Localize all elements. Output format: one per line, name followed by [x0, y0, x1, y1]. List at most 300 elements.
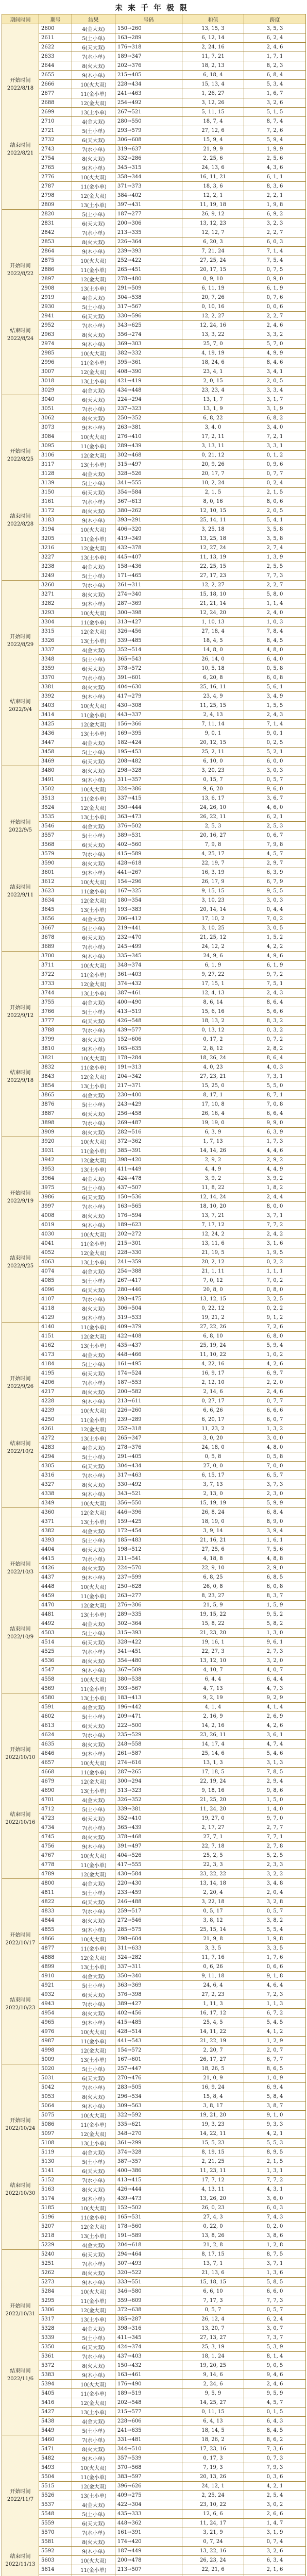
balls-cell: 315→393 [115, 1629, 182, 1638]
result-cell: 8(火大双) [72, 506, 115, 516]
sum-cell: 19, 21, 20 [182, 2111, 244, 2120]
result-cell: 8(火大双) [72, 2009, 115, 2018]
period-start-date: 2022/9/19 [7, 1198, 34, 1204]
balls-cell: 378→468 [115, 1833, 182, 1842]
span-cell: 0, 7, 5 [244, 265, 306, 275]
result-cell: 11(金小单) [72, 2565, 115, 2574]
issue-cell: 2952 [39, 321, 72, 330]
span-cell: 2, 7, 7 [244, 1823, 306, 1833]
table-row [2, 2064, 306, 2074]
span-cell: 9, 7, 2 [244, 970, 306, 979]
table-row [2, 2417, 306, 2426]
table-row [2, 627, 306, 636]
table-row [2, 942, 306, 952]
span-cell: 2, 2, 7 [244, 228, 306, 238]
issue-cell: 4140 [39, 1323, 72, 1332]
balls-cell: 352→410 [115, 1814, 182, 1823]
issue-cell: 3392 [39, 692, 72, 701]
span-cell: 6, 1, 9 [244, 961, 306, 970]
issue-cell: 4239 [39, 1406, 72, 1415]
issue-cell: 3568 [39, 840, 72, 850]
issue-cell: 5174 [39, 2194, 72, 2204]
span-cell: 4, 2, 6 [244, 1721, 306, 1731]
balls-cell: 358→344 [115, 173, 182, 182]
span-cell: 4, 7, 4 [244, 1740, 306, 1749]
span-cell: 6, 9, 7 [244, 1369, 306, 1378]
balls-cell: 322→592 [115, 2111, 182, 2120]
span-cell: 1, 8, 2 [244, 1183, 306, 1193]
sum-cell: 9, 0, 1 [182, 729, 244, 738]
issue-cell: 3480 [39, 766, 72, 775]
issue-cell: 3293 [39, 608, 72, 618]
balls-cell: 200→306 [115, 219, 182, 228]
sum-cell: 17, 18, 5 [182, 1768, 244, 1777]
sum-cell: 14, 17, 4 [182, 1740, 244, 1749]
issue-cell: 4833 [39, 1907, 72, 1916]
span-cell: 6, 0, 8 [244, 673, 306, 683]
sum-cell: 4, 19, 19 [182, 349, 244, 358]
sum-cell: 18, 4, 5 [182, 636, 244, 646]
table-row [2, 1044, 306, 1054]
period-end-label: 结束时间 [10, 699, 31, 705]
span-cell: 0, 3, 6 [244, 2472, 306, 2482]
issue-cell: 4338 [39, 1489, 72, 1499]
table-row [2, 785, 306, 794]
result-cell: 4(金大双) [72, 469, 115, 479]
table-row [2, 896, 306, 905]
result-cell: 12(金大双) [72, 98, 115, 108]
span-cell: 4, 2, 1 [244, 2482, 306, 2491]
balls-cell: 413→519 [115, 1007, 182, 1016]
table-row [2, 2055, 306, 2064]
span-cell: 7, 9, 8 [244, 840, 306, 850]
result-cell: 12(金大双) [72, 2306, 115, 2315]
balls-cell: 267→417 [115, 1276, 182, 1285]
table-row [2, 1091, 306, 1100]
span-cell: 9, 8, 6 [244, 1786, 306, 1795]
result-cell: 10(火大双) [72, 173, 115, 182]
result-cell: 9(木小单) [72, 247, 115, 256]
table-row [2, 200, 306, 210]
sum-cell: 7, 9, 8 [182, 840, 244, 850]
period-start-label: 开始时间 [10, 2117, 31, 2124]
table-row [2, 1499, 306, 1508]
result-cell: 7(水小单) [72, 1026, 115, 1035]
span-cell: 0, 2, 5 [244, 738, 306, 748]
period-spacer [3, 1576, 38, 1625]
period-spacer [3, 1761, 38, 1811]
issue-cell: 5350 [39, 2343, 72, 2352]
sum-cell: 12, 14, 24 [182, 1193, 244, 1202]
period-start-date: 2022/9/5 [9, 827, 32, 833]
result-cell: 5(土小单) [72, 479, 115, 488]
table-row [2, 330, 306, 340]
table-row [2, 581, 306, 590]
result-cell: 10(火大双) [72, 2204, 115, 2213]
result-cell: 11(金小单) [72, 1415, 115, 1425]
balls-cell: 165→635 [115, 1044, 182, 1054]
period-spacer [3, 1020, 38, 1069]
balls-cell: 154→296 [115, 877, 182, 887]
result-cell: 12(金大双) [72, 2398, 115, 2408]
issue-cell: 4206 [39, 1378, 72, 1387]
table-row [2, 479, 306, 488]
issue-cell: 3645 [39, 905, 72, 914]
table-row [2, 2426, 306, 2435]
table-row [2, 1981, 306, 1990]
table-row [2, 2537, 306, 2547]
sum-cell: 9, 6, 20 [182, 785, 244, 794]
span-cell: 5, 9, 4 [244, 1341, 306, 1350]
balls-cell: 380→538 [115, 1675, 182, 1684]
span-cell: 1, 9, 9 [244, 145, 306, 154]
issue-cell: 5416 [39, 2398, 72, 2408]
balls-cell: 402→560 [115, 840, 182, 850]
issue-cell: 3700 [39, 952, 72, 961]
balls-cell: 326→456 [115, 627, 182, 636]
issue-cell: 3788 [39, 1026, 72, 1035]
result-cell: 11(金小单) [72, 1768, 115, 1777]
issue-cell: 3150 [39, 488, 72, 497]
table-row [2, 451, 306, 460]
table-row [2, 1925, 306, 1935]
issue-cell: 2644 [39, 61, 72, 71]
balls-cell: 372→638 [115, 2306, 182, 2315]
issue-cell: 3557 [39, 831, 72, 840]
span-cell: 8, 7, 4 [244, 117, 306, 126]
table-row [2, 1749, 306, 1758]
span-cell: 4, 8, 0 [244, 1443, 306, 1452]
balls-cell: 426→548 [115, 1016, 182, 1026]
result-cell: 11(金小单) [72, 2472, 115, 2482]
table-row [2, 1258, 306, 1267]
sum-cell: 3, 21, 9 [182, 2528, 244, 2537]
issue-cell: 5405 [39, 2389, 72, 2398]
span-cell: 3, 0, 2 [244, 2500, 306, 2510]
issue-cell: 4591 [39, 1703, 72, 1712]
span-cell: 3, 3, 4 [244, 386, 306, 395]
span-cell: 2, 4, 3 [244, 989, 306, 998]
sum-cell: 13, 26, 20 [182, 2194, 244, 2204]
result-cell: 8(火大双) [72, 1656, 115, 1666]
period-spacer [3, 1205, 38, 1255]
span-cell: 3, 1, 9 [244, 2528, 306, 2537]
result-cell: 10(火大双) [72, 1230, 115, 1239]
span-cell: 6, 6, 0 [244, 2287, 306, 2296]
table-row [2, 1109, 306, 1118]
span-cell: 9, 9, 0 [244, 1118, 306, 1128]
balls-cell: 402→456 [115, 2009, 182, 2018]
issue-cell: 4008 [39, 1211, 72, 1221]
sum-cell: 18, 24, 6 [182, 358, 244, 367]
balls-cell: 280→446 [115, 1285, 182, 1295]
sum-cell: 27, 13, 27 [182, 2333, 244, 2343]
balls-cell: 341→451 [115, 1647, 182, 1656]
sum-cell: 13, 3, 22 [182, 330, 244, 340]
span-cell: 8, 3, 6 [244, 182, 306, 191]
balls-cell: 363→473 [115, 812, 182, 822]
sum-cell: 14, 22, 11 [182, 2129, 244, 2139]
span-cell: 8, 1, 4 [244, 2352, 306, 2361]
sum-cell: 0, 9, 10 [182, 275, 244, 284]
table-row [2, 1591, 306, 1601]
result-cell: 8(火大双) [72, 2445, 115, 2454]
issue-cell: 4723 [39, 1814, 72, 1823]
sum-cell: 13, 12, 10 [182, 1656, 244, 1666]
issue-cell: 4899 [39, 1962, 72, 1972]
period-spacer [3, 1391, 38, 1440]
issue-cell: 3073 [39, 423, 72, 432]
span-cell: 2, 3, 3 [244, 1860, 306, 1870]
issue-cell: 5504 [39, 2472, 72, 2482]
issue-cell: 3249 [39, 571, 72, 581]
result-cell: 7(水小单) [72, 52, 115, 61]
table-row [2, 599, 306, 608]
result-cell: 10(火大双) [72, 1935, 115, 1944]
table-row [2, 1647, 306, 1656]
span-cell: 5, 8, 0 [244, 590, 306, 599]
balls-cell: 200→478 [115, 2556, 182, 2565]
result-cell: 8(火大双) [72, 683, 115, 692]
span-cell: 1, 7, 6 [244, 1953, 306, 1962]
result-cell: 12(金大双) [72, 451, 115, 460]
period-end-label: 结束时间 [10, 1811, 31, 1818]
balls-cell: 261→587 [115, 1749, 182, 1758]
sum-cell: 18, 14, 5 [182, 2426, 244, 2435]
issue-cell: 4811 [39, 1888, 72, 1897]
table-row [2, 1731, 306, 1740]
balls-cell: 163→461 [115, 2370, 182, 2380]
result-cell: 4(金大双) [72, 914, 115, 924]
sum-cell: 15, 19, 19 [182, 1499, 244, 1508]
issue-cell: 2985 [39, 349, 72, 358]
result-cell: 6(天大双) [72, 1193, 115, 1202]
period-start-date: 2022/11/7 [7, 2496, 34, 2502]
result-cell: 4(金大双) [72, 1443, 115, 1452]
sum-cell: 6, 10, 0 [182, 757, 244, 766]
issue-cell: 4558 [39, 1675, 72, 1684]
sum-cell: 18, 26, 24 [182, 1054, 244, 1063]
sum-cell: 13, 20, 7 [182, 2324, 244, 2333]
balls-cell: 239→289 [115, 1415, 182, 1425]
issue-cell: 2765 [39, 163, 72, 173]
period-end-date: 2022/10/23 [5, 2005, 36, 2011]
table-row [2, 1016, 306, 1026]
result-cell: 7(水小单) [72, 228, 115, 238]
table-row [2, 173, 306, 182]
result-cell: 5(土小单) [72, 1452, 115, 1462]
table-row [2, 1768, 306, 1777]
sum-cell: 19, 20, 25 [182, 2361, 244, 2370]
result-cell: 4(金大双) [72, 1267, 115, 1276]
table-row [2, 1888, 306, 1897]
result-cell: 6(天大双) [72, 757, 115, 766]
span-cell: 0, 0, 6 [244, 302, 306, 312]
result-cell: 7(水小单) [72, 942, 115, 952]
span-cell: 4, 4, 9 [244, 1165, 306, 1174]
sum-cell: 2, 5, 3 [182, 822, 244, 831]
table-row [2, 1323, 306, 1332]
table-row [2, 1369, 306, 1378]
issue-cell: 4998 [39, 2046, 72, 2055]
span-cell: 1, 3, 1 [244, 2166, 306, 2176]
result-cell: 5(土小单) [72, 1805, 115, 1814]
table-row [2, 1721, 306, 1731]
table-row [2, 2454, 306, 2463]
issue-cell: 4195 [39, 1369, 72, 1378]
result-cell: 7(水小单) [72, 404, 115, 414]
span-cell: 3, 4, 1 [244, 367, 306, 377]
table-row [2, 1193, 306, 1202]
table-row [2, 2139, 306, 2148]
balls-cell: 306→504 [115, 1304, 182, 1313]
result-cell: 12(金大双) [72, 896, 115, 905]
sum-cell: 0, 21, 12 [182, 451, 244, 460]
table-row [2, 80, 306, 89]
balls-cell: 241→359 [115, 1258, 182, 1267]
table-row [2, 2324, 306, 2333]
balls-cell: 350→444 [115, 803, 182, 812]
sum-cell: 18, 13, 2 [182, 1016, 244, 1026]
issue-cell: 3007 [39, 367, 72, 377]
issue-cell: 2798 [39, 191, 72, 200]
result-cell [72, 2574, 115, 2576]
issue-cell: 3711 [39, 961, 72, 970]
issue-cell: 4965 [39, 2018, 72, 2027]
balls-cell: 354→480 [115, 1656, 182, 1666]
sum-cell: 21, 19, 5 [182, 1248, 244, 1258]
table-row [2, 1128, 306, 1137]
result-cell: 9(木小单) [72, 599, 115, 608]
table-row [2, 2092, 306, 2102]
result-cell: 12(金大双) [72, 803, 115, 812]
result-cell: 5(土小单) [72, 2064, 115, 2074]
balls-cell: 293→579 [115, 126, 182, 135]
balls-cell: 419→349 [115, 534, 182, 544]
span-cell: 3, 2, 3 [244, 219, 306, 228]
span-cell: 3, 5, 8 [244, 525, 306, 534]
issue-cell: 5383 [39, 2370, 72, 2380]
table-row [2, 2398, 306, 2408]
sum-cell: 6, 8, 10 [182, 1332, 244, 1341]
balls-cell: 178→560 [115, 2222, 182, 2231]
sum-cell: 18, 2, 13 [182, 61, 244, 71]
result-cell: 10(火大双) [72, 877, 115, 887]
sum-cell: 13, 12, 15 [182, 1295, 244, 1304]
table-row [2, 1777, 306, 1786]
issue-cell: 4514 [39, 1638, 72, 1647]
table-row [2, 989, 306, 998]
result-cell: 4(金大双) [72, 562, 115, 571]
span-cell: 7, 7, 2 [244, 2176, 306, 2185]
period-end-date: 2022/10/16 [5, 1819, 36, 1825]
result-cell: 5(土小单) [72, 571, 115, 581]
table-row [2, 1675, 306, 1684]
sum-cell: 10, 5, 18 [182, 664, 244, 673]
issue-cell: 4877 [39, 1944, 72, 1953]
issue-cell: 3051 [39, 404, 72, 414]
result-cell: 5(土小单) [72, 1536, 115, 1545]
span-cell: 6, 3, 9 [244, 868, 306, 877]
result-cell: 11(金小单) [72, 442, 115, 451]
balls-cell: 352→514 [115, 646, 182, 655]
span-cell: 9, 5, 5 [244, 887, 306, 896]
table-row [2, 1527, 306, 1536]
balls-cell: 339→485 [115, 636, 182, 646]
span-cell: 2, 1, 5 [244, 2157, 306, 2166]
issue-cell: 5020 [39, 2064, 72, 2074]
span-cell: 3, 6, 0 [244, 2194, 306, 2204]
issue-cell: 3854 [39, 1081, 72, 1091]
sum-cell: 20, 16, 27 [182, 831, 244, 840]
result-cell: 11(金小单) [72, 182, 115, 191]
sum-cell: 0, 10, 16 [182, 302, 244, 312]
sum-cell: 11, 19, 18 [182, 200, 244, 210]
issue-cell: 5526 [39, 2491, 72, 2500]
sum-cell: 0, 22, 0 [182, 2222, 244, 2231]
sum-cell: 18, 19, 0 [182, 1517, 244, 1527]
table-row [2, 1387, 306, 1397]
table-row [2, 1545, 306, 1554]
balls-cell: 389→531 [115, 831, 182, 840]
balls-cell: 391→497 [115, 1842, 182, 1851]
sum-cell: 15, 18, 10 [182, 590, 244, 599]
span-cell: 6, 4, 0 [244, 655, 306, 664]
period-cell [2, 210, 39, 395]
sum-cell: 0, 17, 2 [182, 1035, 244, 1044]
sum-cell: 11, 25, 15 [182, 701, 244, 710]
issue-cell: 5493 [39, 2463, 72, 2472]
result-cell: 7(水小单) [72, 2435, 115, 2445]
issue-cell: 5570 [39, 2528, 72, 2537]
balls-cell: 274→340 [115, 590, 182, 599]
span-cell: 3, 1, 6 [244, 1239, 306, 1248]
issue-cell: 3931 [39, 1146, 72, 1156]
balls-cell: 348→374 [115, 961, 182, 970]
table-row [2, 2528, 306, 2537]
issue-cell: 2941 [39, 312, 72, 321]
sum-cell: 2, 25, 6 [182, 154, 244, 163]
sum-cell: 11, 23, 2 [182, 1425, 244, 1434]
table-row [2, 191, 306, 200]
result-cell: 12(金大双) [72, 275, 115, 284]
issue-cell: 4756 [39, 1842, 72, 1851]
col-sum: 和值 [182, 14, 244, 24]
period-start-label: 开始时间 [10, 1561, 31, 1567]
sum-cell: 11, 23, 11 [182, 2166, 244, 2176]
table-header-row [2, 14, 306, 24]
result-cell: 5(土小单) [72, 1888, 115, 1897]
balls-cell: 320→522 [115, 2268, 182, 2278]
span-cell: 2, 4, 4 [244, 1193, 306, 1202]
balls-cell: 243→429 [115, 1100, 182, 1109]
result-cell: 11(金小单) [72, 710, 115, 720]
table-row [2, 228, 306, 238]
sum-cell: 18, 3, 6 [182, 182, 244, 191]
table-row [2, 414, 306, 423]
sum-cell: 8, 17, 1 [182, 1091, 244, 1100]
span-cell: 3, 6, 7 [244, 794, 306, 803]
table-row [2, 1452, 306, 1462]
result-cell: 10(火大双) [72, 1054, 115, 1063]
balls-cell: 332→286 [115, 154, 182, 163]
result-cell: 13(土小单) [72, 108, 115, 117]
balls-cell: 204→618 [115, 2241, 182, 2250]
table-row [2, 2547, 306, 2556]
table-row [2, 729, 306, 738]
table-row [2, 52, 306, 61]
result-cell: 10(火大双) [72, 2287, 115, 2296]
